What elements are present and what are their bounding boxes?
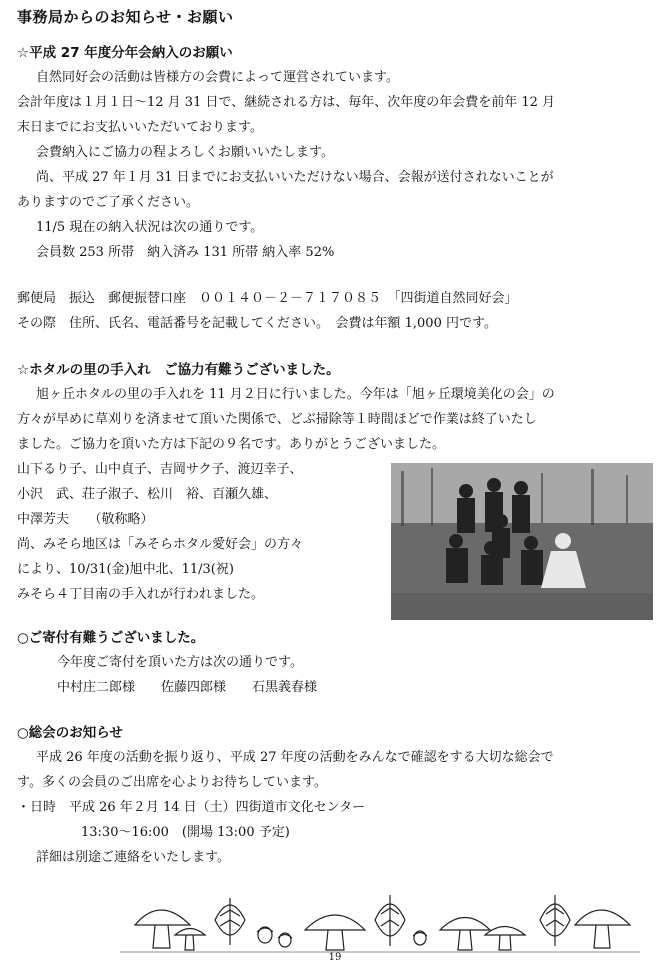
mushroom-leaf-decoration bbox=[120, 880, 640, 955]
postal-transfer-line: 郵便局 振込 郵便振替口座 ００１４０－２－７１７０８５ 「四街道自然同好会」 bbox=[17, 291, 518, 306]
fee-heading: ☆平成 27 年度分年会納入のお願い bbox=[17, 45, 233, 61]
hotaru-line: みそら４丁目南の手入れが行われました。 bbox=[17, 587, 265, 602]
fee-line: 自然同好会の活動は皆様方の会費によって運営されています。 bbox=[36, 70, 399, 85]
meeting-time-line: 13:30〜16:00 (開場 13:00 予定) bbox=[81, 825, 290, 840]
fee-line: 尚、平成 27 年１月 31 日までにお支払いいただけない場合、会報が送付されないことが bbox=[36, 170, 554, 185]
hotaru-heading: ☆ホタルの里の手入れ ご協力有難うございました。 bbox=[17, 362, 340, 378]
page-title: 事務局からのお知らせ・お願い bbox=[17, 8, 234, 26]
fee-line: 会費納入にご協力の程よろしくお願いいたします。 bbox=[36, 145, 334, 160]
volunteer-names: 中澤芳夫 （敬称略） bbox=[17, 512, 154, 527]
donation-heading: ○ご寄付有難うございました。 bbox=[17, 630, 205, 646]
hotaru-line: 方々が早めに草刈りを済ませて頂いた関係で、どぶ掃除等１時間ほどで作業は終了いたし bbox=[17, 412, 537, 427]
volunteer-group-photo bbox=[391, 463, 653, 620]
meeting-date-line: ・日時 平成 26 年２月 14 日（土）四街道市文化センター bbox=[17, 800, 366, 815]
postal-note-line: その際 住所、氏名、電話番号を記載してください。 会費は年額 1,000 円です。 bbox=[17, 316, 497, 331]
hotaru-line: 旭ヶ丘ホタルの里の手入れを 11 月２日に行いました。今年は「旭ヶ丘環境美化の会」の bbox=[36, 387, 555, 402]
hotaru-line: 尚、みそら地区は「みそらホタル愛好会」の方々 bbox=[17, 537, 304, 552]
fee-line: 末日までにお支払いいただいております。 bbox=[17, 120, 263, 135]
meeting-line: 平成 26 年度の活動を振り返り、平成 27 年度の活動をみんなで確認をする大切な総会で bbox=[36, 750, 554, 765]
meeting-line: 詳細は別途ご連絡をいたします。 bbox=[36, 850, 230, 865]
donor-names: 中村庄二郎様 佐藤四郎様 石黒義春様 bbox=[57, 680, 318, 695]
fee-status-line: 11/5 現在の納入状況は次の通りです。 bbox=[36, 220, 264, 235]
fee-line: ありますのでご了承ください。 bbox=[17, 195, 200, 210]
donation-line: 今年度ご寄付を頂いた方は次の通りです。 bbox=[57, 655, 303, 670]
meeting-line: す。多くの会員のご出席を心よりお待ちしています。 bbox=[17, 775, 327, 790]
hotaru-line: ました。ご協力を頂いた方は下記の９名です。ありがとうございました。 bbox=[17, 437, 445, 452]
volunteer-names: 山下るり子、山中貞子、吉岡サク子、渡辺幸子、 bbox=[17, 462, 303, 477]
volunteer-names: 小沢 武、荘子淑子、松川 裕、百瀬久雄、 bbox=[17, 487, 278, 502]
page-number: 19 bbox=[328, 952, 342, 963]
fee-count-line: 会員数 253 所帯 納入済み 131 所帯 納入率 52% bbox=[36, 245, 335, 260]
hotaru-line: により、10/31(金)旭中北、11/3(祝) bbox=[17, 562, 234, 577]
fee-line: 会計年度は１月１日〜12 月 31 日で、継続される方は、毎年、次年度の年会費を前年 12 月 bbox=[17, 95, 556, 110]
meeting-heading: ○総会のお知らせ bbox=[17, 725, 123, 741]
